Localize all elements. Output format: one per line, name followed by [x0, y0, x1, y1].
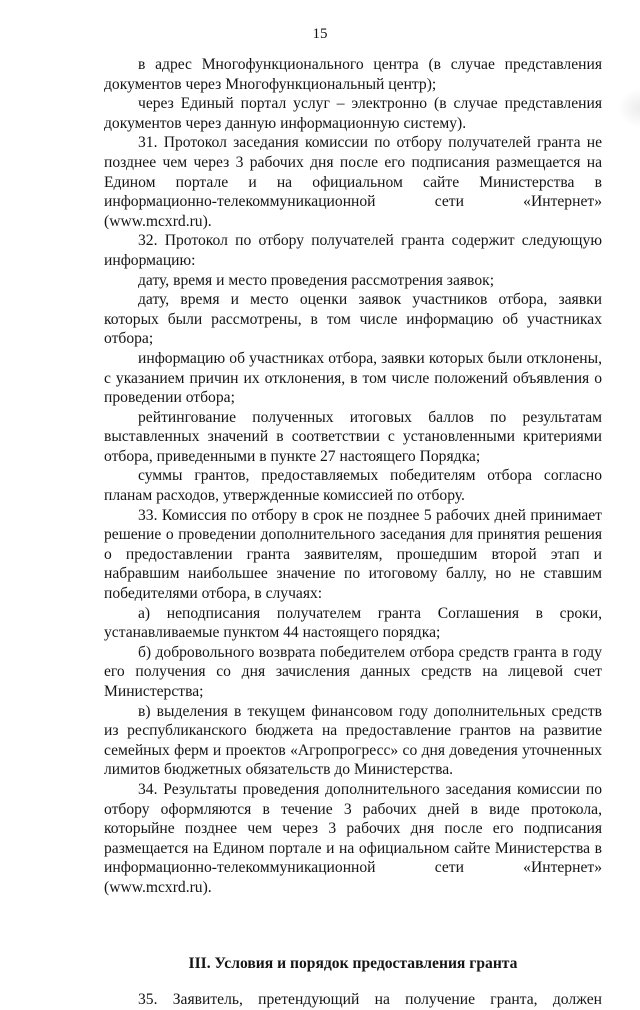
- paragraph-32-item-1: дату, время и место проведения рассмотрения заявок;: [138, 271, 495, 289]
- scan-artifact: [618, 88, 640, 128]
- paragraph-33-v: в) выделения в текущем финансовом году дополнительных средств из республиканского бюджета на предоставление грантов на развитие семейных ферм и проектов «Агропрогресс» со дня доведения уточненных лимитов бюджетных обязательств до Министерства.: [104, 702, 602, 779]
- paragraph-32-item-4: рейтингование полученных итоговых баллов по результатам выставленных значений в соответствии с установленными критериями отбора, приведенными в пункте 27 настоящего Порядка;: [104, 408, 602, 465]
- paragraph-34: 34. Результаты проведения дополнительного заседания комиссии по отбору оформляются в течение 3 рабочих дней в виде протокола, которыйне позднее чем через 3 рабочих дня после его подписания размещается на Едином портале и на официальном сайте Министерства в информационно-телекоммуникационной сети «Интернет» (www.mcxrd.ru).: [104, 780, 602, 896]
- paragraph-33-b: б) добровольного возврата победителем отбора средств гранта в году его получения со дня зачисления данных средств на лицевой счет Министерства;: [104, 643, 602, 700]
- section-title: III. Условия и порядок предоставления гранта: [188, 954, 518, 972]
- paragraph-32-item-5: суммы грантов, предоставляемых победителям отбора согласно планам расходов, утвержденные комиссией по отбору.: [104, 467, 602, 505]
- paragraph-portal: через Единый портал услуг – электронно (в случае представления документов через данную информационную систему).: [104, 95, 602, 132]
- document-body: [104, 55, 602, 1010]
- paragraph-32-item-2: дату, время и место оценки заявок участников отбора, заявки которых были рассмотрены, в том числе информацию об участниках отбора;: [104, 291, 602, 348]
- paragraph-addr-mfc: в адрес Многофункционального центра (в случае представления документов через Многофункциональный центр);: [104, 56, 602, 93]
- paragraph-35: 35. Заявитель, претендующий на получение гранта, должен: [138, 991, 602, 1009]
- paragraph-33: 33. Комиссия по отбору в срок не позднее 5 рабочих дней принимает решение о проведении дополнительного заседания для принятия решения о предоставлении гранта заявителям, прошедшим второй этап и набравшим наибольшее значение по итоговому баллу, но не ставшим победителями отбора, в случаях:: [104, 506, 602, 603]
- paragraph-32-item-3: информацию об участниках отбора, заявки которых были отклонены, с указанием причин их отклонения, в том числе положений объявления о проведении отбора;: [104, 349, 602, 407]
- paragraph-32: 32. Протокол по отбору получателей гранта содержит следующую информацию:: [104, 232, 602, 269]
- paragraph-31: 31. Протокол заседания комиссии по отбору получателей гранта не позднее чем через 3 рабочих дня после его подписания размещается на Едином портале и на официальном сайте Министерства в информационно-телекоммуникационной сети «Интернет» (www.mcxrd.ru).: [104, 134, 602, 230]
- page-number: 15: [312, 26, 328, 42]
- paragraph-33-a: а) неподписания получателем гранта Соглашения в сроки, устанавливаемые пунктом 44 настоящего порядка;: [104, 604, 602, 642]
